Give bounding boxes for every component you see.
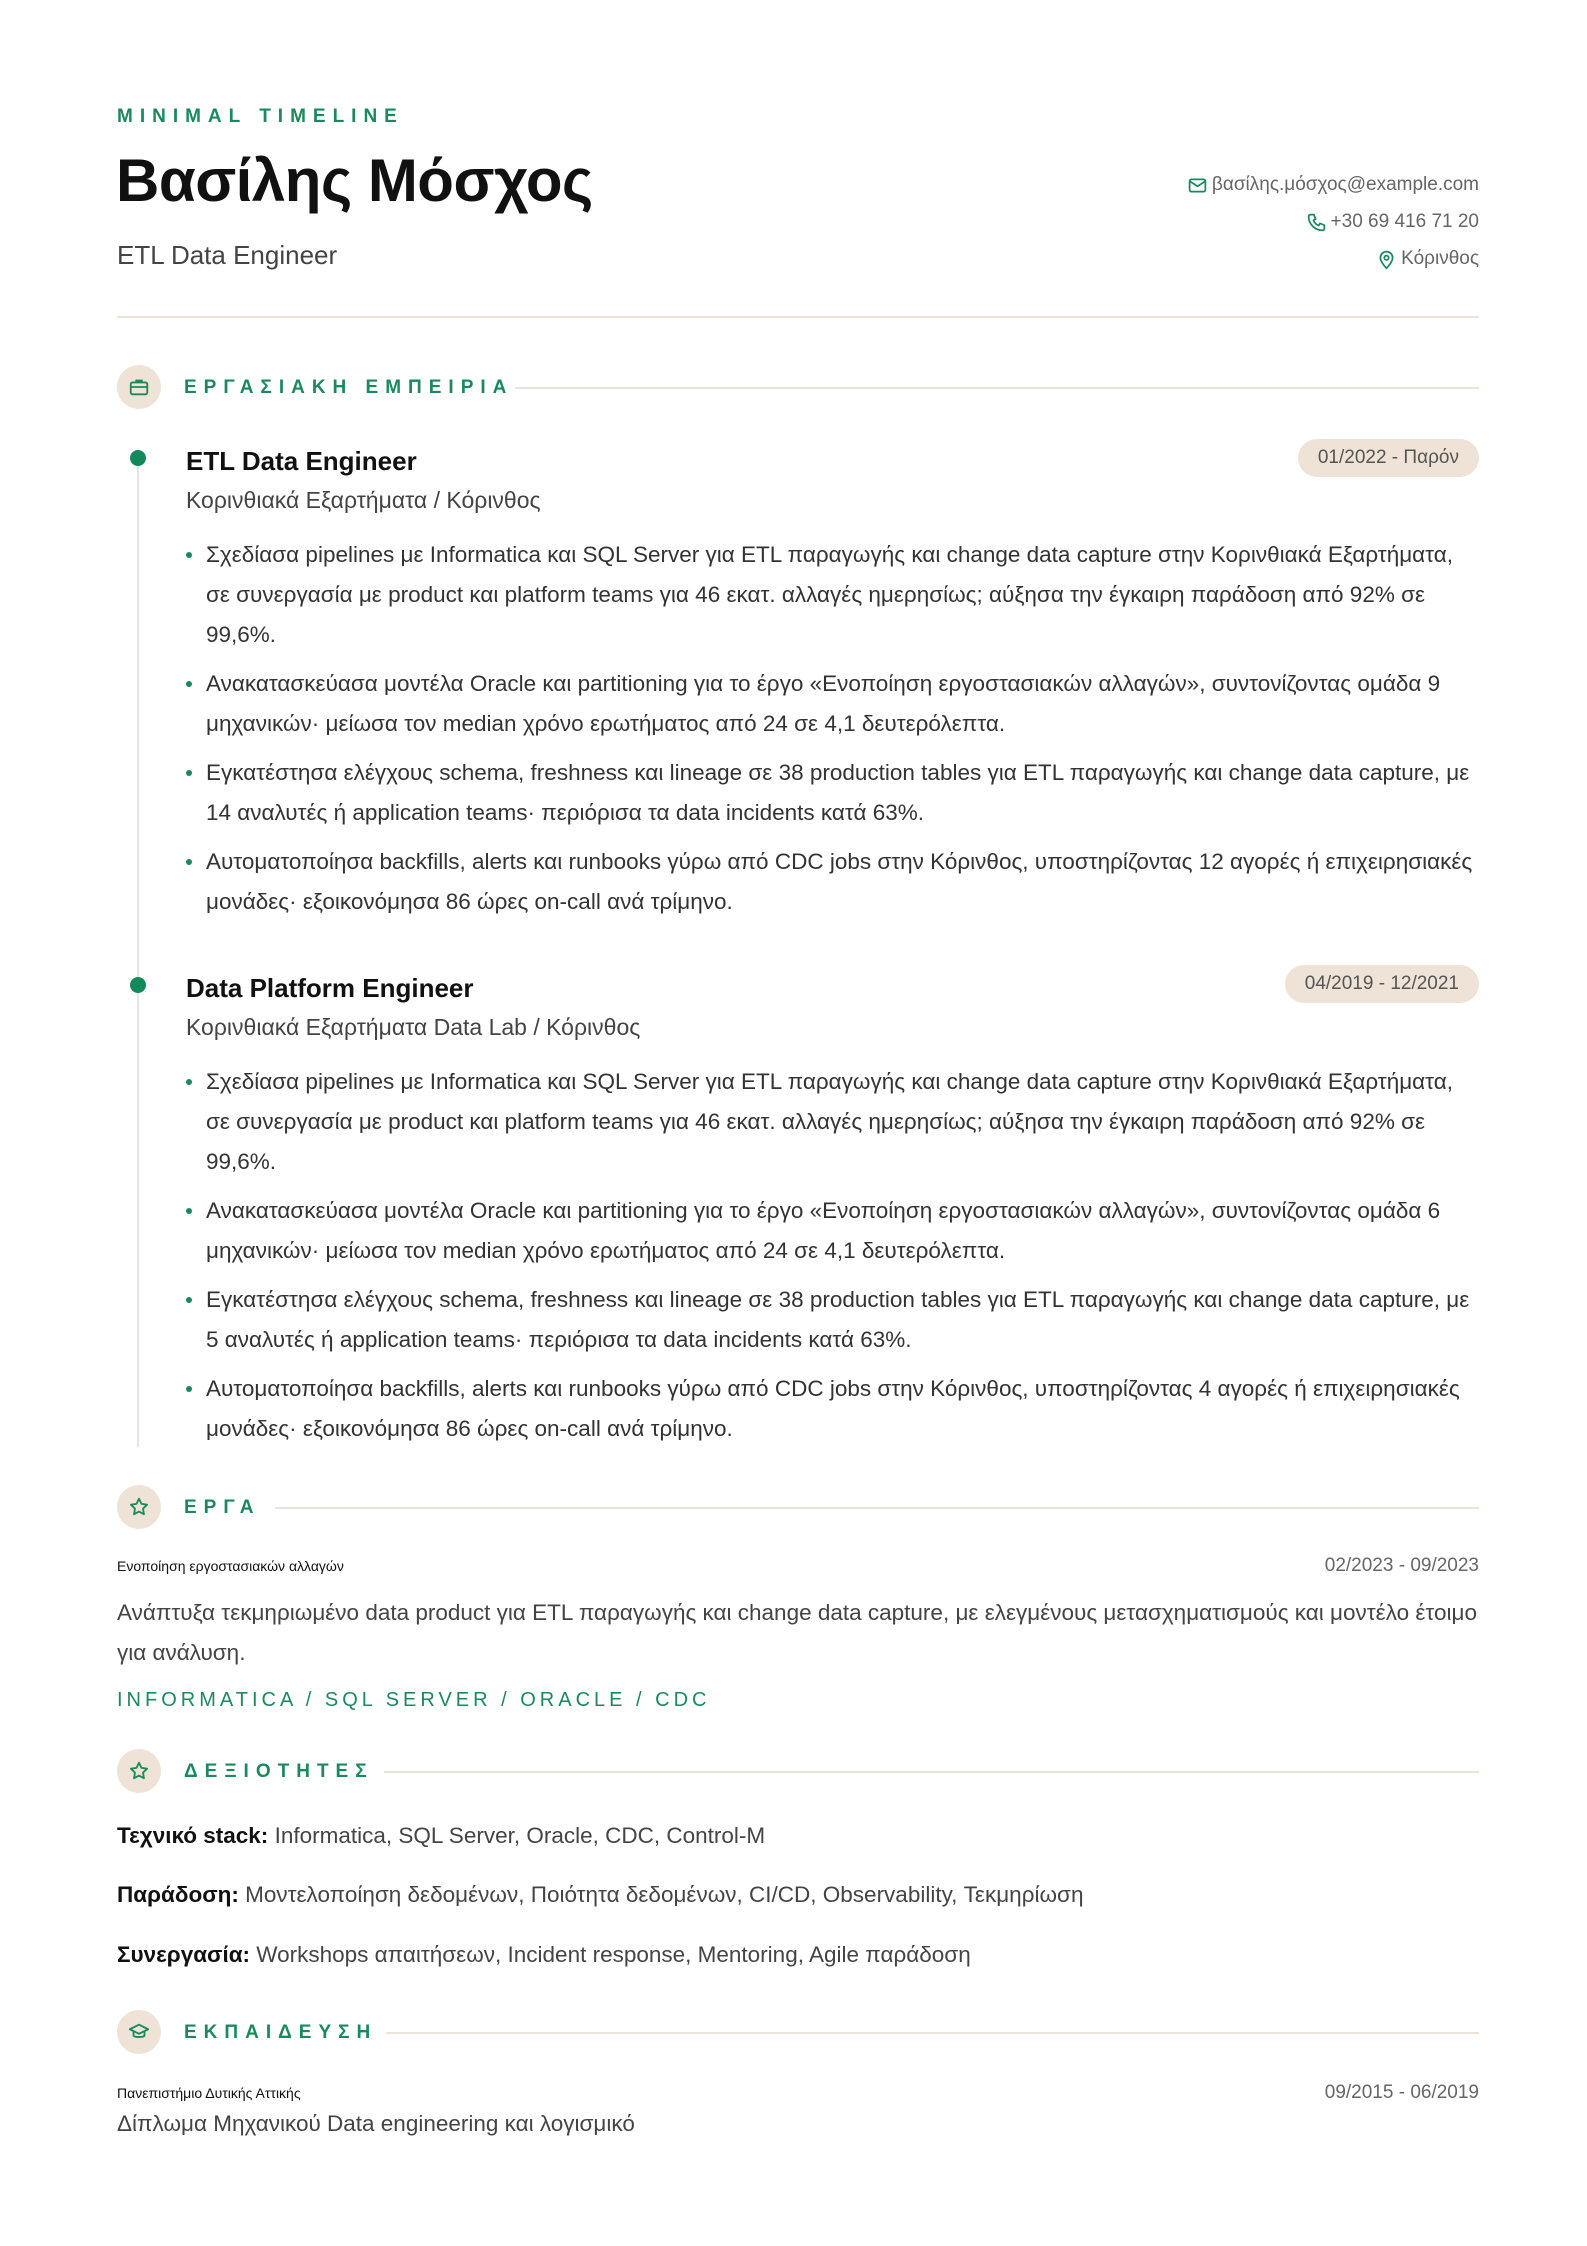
- skill-value: Informatica, SQL Server, Oracle, CDC, Control-M: [274, 1823, 766, 1848]
- job-bullet: Αυτοματοποίησα backfills, alerts και runbooks γύρω από CDC jobs στην Κόρινθος, υποστηρίζοντας 12 αγορές ή επιχειρησιακές μονάδες· εξοικονόμησα 86 ώρες on-call ανά τρίμηνο.: [186, 842, 1476, 922]
- education-section-line: [386, 2032, 1479, 2034]
- project-tags: INFORMATICA / SQL SERVER / ORACLE / CDC: [117, 1689, 711, 1711]
- skill-label: Τεχνικό stack:: [117, 1823, 269, 1848]
- job-bullet: Σχεδίασα pipelines με Informatica και SQL Server για ETL παραγωγής και change data capture στην Κορινθιακά Εξαρτήματα, σε συνεργασία με product και platform teams για 46 εκατ. αλλαγές ημερησίως; αύξησα την έγκαιρη παράδοση από 92% σε 99,6%.: [186, 535, 1476, 655]
- projects-section-icon: [117, 1485, 161, 1529]
- location-text: Κόρινθος: [1401, 248, 1479, 269]
- skill-row: [117, 1882, 1083, 1908]
- skill-value: Μοντελοποίηση δεδομένων, Ποιότητα δεδομένων, CI/CD, Observability, Τεκμηρίωση: [245, 1882, 1084, 1907]
- contact-phone[interactable]: [1306, 211, 1479, 233]
- contact-email[interactable]: [1187, 174, 1479, 196]
- phone-text: +30 69 416 71 20: [1330, 211, 1479, 232]
- timeline-dot: [130, 450, 146, 466]
- projects-section-line: [275, 1507, 1479, 1509]
- contact-location: [1376, 248, 1479, 270]
- education-date: 09/2015 - 06/2019: [1324, 2082, 1479, 2103]
- skill-label: Παράδοση:: [117, 1882, 239, 1907]
- education-section-title: ΕΚΠΑΙΔΕΥΣΗ: [184, 2022, 378, 2043]
- candidate-name: Βασίλης Μόσχος: [116, 147, 593, 214]
- job-title: ETL Data Engineer: [186, 446, 417, 476]
- experience-section-title: ΕΡΓΑΣΙΑΚΗ ΕΜΠΕΙΡΙΑ: [184, 377, 514, 398]
- star-icon: [128, 1496, 150, 1518]
- job-title: Data Platform Engineer: [186, 973, 474, 1003]
- skill-row: [117, 1823, 765, 1849]
- candidate-role: ETL Data Engineer: [117, 240, 338, 270]
- job-date-badge: 01/2022 - Παρόν: [1298, 439, 1479, 477]
- degree-text: Δίπλωμα Μηχανικού Data engineering και λογισμικό: [117, 2111, 635, 2136]
- skills-section-line: [384, 1771, 1479, 1773]
- skill-label: Συνεργασία:: [117, 1942, 251, 1967]
- job-bullet: Αυτοματοποίησα backfills, alerts και runbooks γύρω από CDC jobs στην Κόρινθος, υποστηρίζοντας 4 αγορές ή επιχειρησιακές μονάδες· εξοικονόμησα 86 ώρες on-call ανά τρίμηνο.: [186, 1369, 1476, 1449]
- job-organization: Κορινθιακά Εξαρτήματα / Κόρινθος: [186, 487, 541, 513]
- experience-section-icon: [117, 365, 161, 409]
- email-text: βασίλης.μόσχος@example.com: [1211, 174, 1479, 195]
- project-description: Ανάπτυξα τεκμηριωμένο data product για ETL παραγωγής και change data capture, με ελεγμένους μετασχηματισμούς και μοντέλο έτοιμο για ανάλυση.: [117, 1600, 1477, 1665]
- phone-icon: [1306, 212, 1327, 233]
- job-bullet: Εγκατέστησα ελέγχους schema, freshness και lineage σε 38 production tables για ETL παραγωγής και change data capture, με 5 αναλυτές ή application teams· περιόρισα τα data incidents κατά 63%.: [186, 1280, 1476, 1360]
- education-section-icon: [117, 2010, 161, 2054]
- skills-section-icon: [117, 1749, 161, 1793]
- experience-timeline: [137, 460, 139, 1447]
- timeline-dot: [130, 977, 146, 993]
- project-date: 02/2023 - 09/2023: [1324, 1555, 1479, 1576]
- job-bullet: Σχεδίασα pipelines με Informatica και SQL Server για ETL παραγωγής και change data capture στην Κορινθιακά Εξαρτήματα, σε συνεργασία με product και platform teams για 46 εκατ. αλλαγές ημερησίως; αύξησα την έγκαιρη παράδοση από 92% σε 99,6%.: [186, 1062, 1476, 1182]
- briefcase-icon: [128, 376, 150, 398]
- job-bullets: [186, 535, 1476, 931]
- experience-section-line: [515, 387, 1479, 389]
- job-bullet: Ανακατασκεύασα μοντέλα Oracle και partitioning για το έργο «Ενοποίηση εργοστασιακών αλλαγών», συντονίζοντας ομάδα 6 μηχανικών· μείωσα τον median χρόνο ερωτήματος από 24 σε 4,1 δευτερόλεπτα.: [186, 1191, 1476, 1271]
- job-organization: Κορινθιακά Εξαρτήματα Data Lab / Κόρινθος: [186, 1014, 641, 1040]
- projects-section-title: ΕΡΓΑ: [184, 1497, 261, 1518]
- job-bullets: [186, 1062, 1476, 1458]
- header-divider: [117, 316, 1479, 318]
- skill-value: Workshops απαιτήσεων, Incident response, Mentoring, Agile παράδοση: [256, 1942, 971, 1967]
- mail-icon: [1187, 175, 1208, 196]
- job-bullet: Ανακατασκεύασα μοντέλα Oracle και partitioning για το έργο «Ενοποίηση εργοστασιακών αλλαγών», συντονίζοντας ομάδα 9 μηχανικών· μείωσα τον median χρόνο ερωτήματος από 24 σε 4,1 δευτερόλεπτα.: [186, 664, 1476, 744]
- graduation-cap-icon: [128, 2021, 150, 2043]
- map-pin-icon: [1376, 249, 1397, 270]
- template-tagline: MINIMAL TIMELINE: [117, 106, 404, 127]
- skills-section-title: ΔΕΞΙΟΤΗΤΕΣ: [184, 1761, 374, 1782]
- job-date-badge: 04/2019 - 12/2021: [1285, 965, 1479, 1003]
- star-icon: [128, 1760, 150, 1782]
- project-name: Ενοποίηση εργοστασιακών αλλαγών: [117, 1558, 344, 1574]
- job-bullet: Εγκατέστησα ελέγχους schema, freshness και lineage σε 38 production tables για ETL παραγωγής και change data capture, με 14 αναλυτές ή application teams· περιόρισα τα data incidents κατά 63%.: [186, 753, 1476, 833]
- skill-row: [117, 1942, 971, 1968]
- school-name: Πανεπιστήμιο Δυτικής Αττικής: [117, 2085, 301, 2101]
